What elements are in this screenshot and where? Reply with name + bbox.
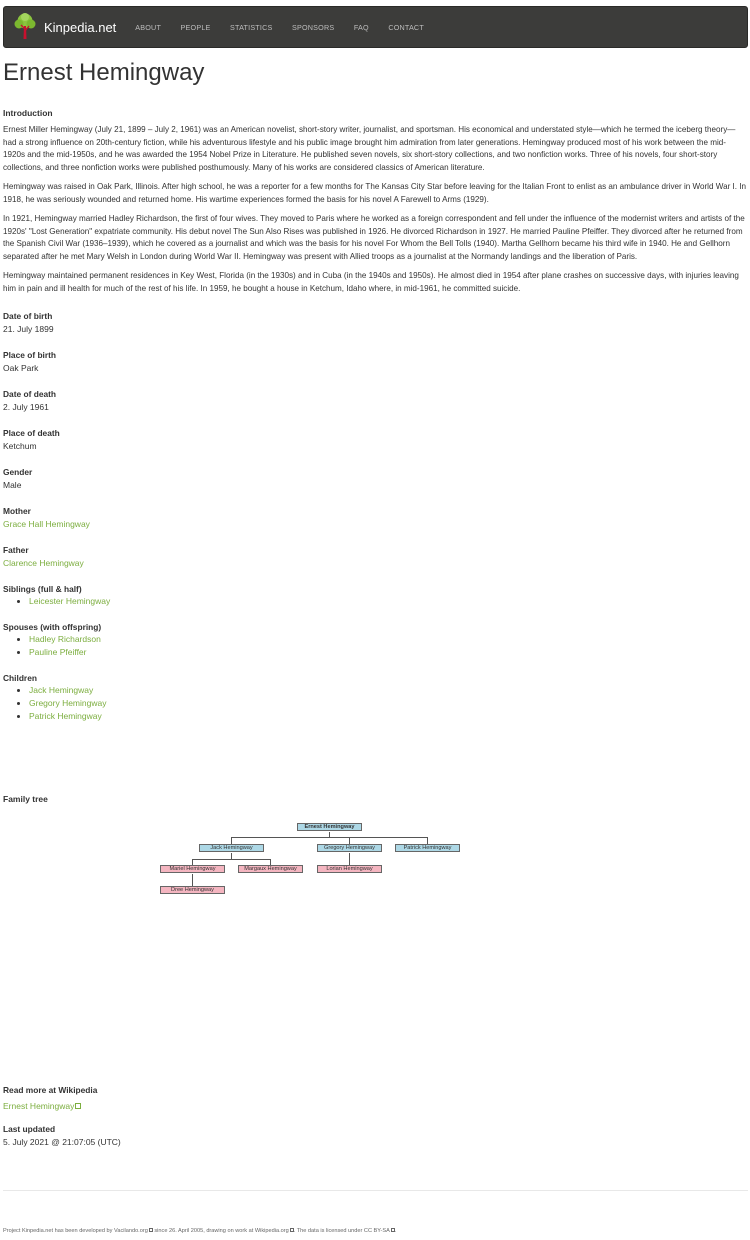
tree-node-grandchild[interactable]: Lorian Hemingway [317, 865, 382, 873]
sibling-link[interactable]: Leicester Hemingway [29, 595, 111, 606]
family-tree-heading: Family tree [3, 794, 48, 804]
fact-mother [3, 506, 748, 531]
nav-sponsors[interactable]: SPONSORS [291, 22, 335, 32]
intro-paragraph: Hemingway was raised in Oak Park, Illinois. After high school, he was a reporter for a few months for The Kansas City Star before leaving for the Italian Front to enlist as an ambulance driver in World War I. In 1918, he was seriously wounded and returned home. His wartime experiences formed the basis for his novel A Farewell to Arms (1929). [3, 182, 747, 204]
tree-node-child[interactable]: Patrick Hemingway [395, 844, 460, 852]
footer-divider [3, 1190, 748, 1191]
fact-spouses [3, 622, 748, 659]
wikipedia-link[interactable] [3, 1101, 81, 1111]
brand[interactable] [13, 12, 116, 42]
fact-label: Place of death [3, 427, 60, 438]
wikipedia-link-text: Ernest Hemingway [3, 1101, 75, 1111]
list-item [29, 633, 748, 646]
intro-heading: Introduction [3, 108, 53, 118]
fact-children [3, 673, 748, 723]
tree-node-root[interactable]: Ernest Hemingway [297, 823, 362, 831]
fact-label: Place of birth [3, 349, 57, 360]
footer-text: Project Kinpedia.net has been developed by [3, 1228, 115, 1234]
footer-text: . The data is licensed under [293, 1228, 364, 1234]
fact-date-of-birth [3, 311, 748, 336]
nav-menu [135, 23, 443, 32]
mother-link[interactable]: Grace Hall Hemingway [3, 518, 90, 529]
footer-text: since 26. April 2005, drawing on work at [152, 1228, 255, 1234]
last-updated-section [3, 1124, 121, 1149]
nav-statistics[interactable]: STATISTICS [230, 22, 273, 32]
fact-label: Gender [3, 466, 33, 477]
fact-gender [3, 467, 748, 492]
child-link[interactable]: Patrick Hemingway [29, 710, 102, 721]
wikipedia-org-link[interactable]: Wikipedia.org [254, 1228, 289, 1234]
list-item [29, 697, 748, 710]
father-link[interactable]: Clarence Hemingway [3, 557, 84, 568]
nav-contact[interactable]: CONTACT [388, 22, 424, 32]
tree-node-child[interactable]: Gregory Hemingway [317, 844, 382, 852]
footer-text: . [394, 1228, 397, 1234]
page-title: Ernest Hemingway [3, 59, 205, 86]
read-more-label: Read more at Wikipedia [3, 1085, 98, 1095]
fact-value: Oak Park [3, 362, 39, 373]
fact-value: Male [3, 479, 22, 490]
fact-value: Ketchum [3, 440, 37, 451]
intro-paragraph: Hemingway maintained permanent residences in Key West, Florida (in the 1930s) and in Cuba (in the 1940s and 1950s). He almost died in 1954 after plane crashes on successive days, with injuries leaving him in pain and ill health for much of the rest of his life. In 1959, he bought a house in Ketchum, Idaho where, in mid-1961, he committed suicide. [3, 271, 739, 293]
tree-node-grandchild[interactable]: Margaux Hemingway [238, 865, 303, 873]
fact-label: Children [3, 672, 37, 683]
nav-about[interactable]: ABOUT [135, 22, 162, 32]
external-link-icon [75, 1103, 81, 1109]
list-item [29, 684, 748, 697]
fact-value: 2. July 1961 [3, 401, 49, 412]
navbar [3, 6, 748, 48]
fact-place-of-death [3, 428, 748, 453]
tree-node-great-grandchild[interactable]: Dree Hemingway [160, 886, 225, 894]
spouses-list [3, 633, 748, 659]
fact-label: Date of birth [3, 310, 53, 321]
fact-label: Father [3, 544, 29, 555]
children-list [3, 684, 748, 723]
footer [3, 1228, 396, 1234]
child-link[interactable]: Gregory Hemingway [29, 697, 107, 708]
list-item [29, 710, 748, 723]
nav-faq[interactable]: FAQ [353, 22, 369, 32]
vacilando-link[interactable]: Vacilando.org [114, 1228, 148, 1234]
external-link-icon [149, 1228, 153, 1232]
fact-place-of-birth [3, 350, 748, 375]
spouse-link[interactable]: Hadley Richardson [29, 633, 101, 644]
tree-node-grandchild[interactable]: Mariel Hemingway [160, 865, 225, 873]
facts-list [3, 311, 748, 723]
fact-date-of-death [3, 389, 748, 414]
siblings-list [3, 595, 748, 608]
brand-name: Kinpedia.net [44, 19, 117, 35]
nav-people[interactable]: PEOPLE [180, 22, 211, 32]
tree-logo-icon [13, 12, 37, 42]
external-link-icon [391, 1228, 395, 1232]
main-content [3, 108, 748, 737]
fact-value: 21. July 1899 [3, 323, 54, 334]
spouse-link[interactable]: Pauline Pfeiffer [29, 646, 87, 657]
list-item [29, 595, 748, 608]
fact-label: Spouses (with offspring) [3, 621, 102, 632]
list-item [29, 646, 748, 659]
child-link[interactable]: Jack Hemingway [29, 684, 94, 695]
fact-label: Date of death [3, 388, 57, 399]
fact-label: Mother [3, 505, 31, 516]
intro-paragraph: In 1921, Hemingway married Hadley Richardson, the first of four wives. They moved to Paris where he worked as a foreign correspondent and fell under the influence of the modernist writers and artists of the 1920s' "Lost Generation" expatriate community. His debut novel The Sun Also Rises was published in 1926. He divorced Richardson in 1927. He married Pauline Pfeiffer. They divorced after he returned from the Spanish Civil War (1936–1939), which he covered as a journalist and which was the basis for his novel For Whom the Bell Tolls (1940). Martha Gellhorn became his third wife in 1940. He and Gellhorn separated after he met Mary Welsh in London during World War II. Hemingway was present with Allied troops as a journalist at the Normandy landings and the liberation of Paris. [3, 214, 745, 261]
last-updated-label: Last updated [3, 1124, 56, 1134]
tree-node-child[interactable]: Jack Hemingway [199, 844, 264, 852]
fact-siblings [3, 584, 748, 608]
read-more-section [3, 1085, 97, 1114]
fact-label: Siblings (full & half) [3, 583, 82, 594]
fact-father [3, 545, 748, 570]
last-updated-value: 5. July 2021 @ 21:07:05 (UTC) [3, 1137, 121, 1147]
intro-paragraph: Ernest Miller Hemingway (July 21, 1899 – July 2, 1961) was an American novelist, short-story writer, journalist, and sportsman. His economical and understated style—which he termed the iceberg theory—had a strong influence on 20th-century fiction, while his adventurous lifestyle and his public image brought him admiration from later generations. Hemingway produced most of his work between the mid-1920s and the mid-1950s, and he was awarded the 1954 Nobel Prize in Literature. He published seven novels, six short-story collections, and two nonfiction works. Three of his novels, four short-story collections, and three nonfiction works were published posthumously. Many of his works are considered classics of American literature. [3, 125, 736, 172]
external-link-icon [290, 1228, 294, 1232]
license-link[interactable]: CC BY-SA [363, 1228, 390, 1234]
